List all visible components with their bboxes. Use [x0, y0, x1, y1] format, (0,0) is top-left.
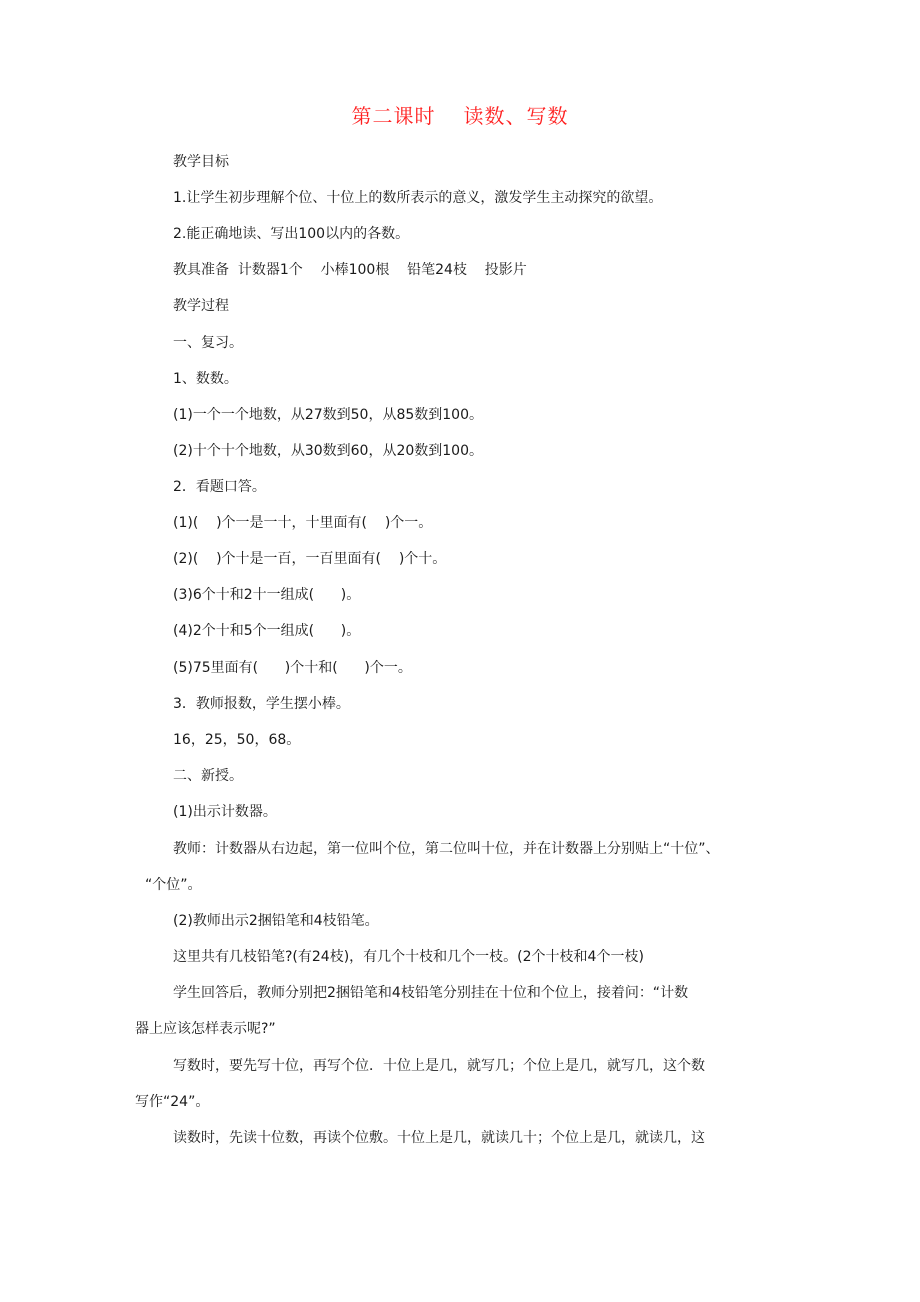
objective-item-1: 1.让学生初步理解个位、十位上的数所表示的意义，激发学生主动探究的欲望。: [173, 190, 663, 206]
oral-item-4: (4)2个十和5个一组成( )。: [173, 623, 361, 639]
answer-paragraph-line1: 学生回答后，教师分别把2捆铅笔和4枝铅笔分别挂在十位和个位上，接着问：“计数: [173, 985, 689, 1001]
process-heading: 教学过程: [173, 298, 229, 314]
lesson-title: [0, 100, 920, 129]
teacher-paragraph-line1: 教师：计数器从右边起，第一位叫个位，第二位叫十位，并在计数器上分别贴上“十位”、: [173, 841, 720, 857]
oral-item-5: (5)75里面有( )个十和( )个一。: [173, 660, 412, 676]
sticks-numbers: 16，25，50，68。: [173, 732, 301, 748]
pencil-question: 这里共有几枝铅笔?(有24枝)，有几个十枝和几个一枝。(2个十枝和4个一枝): [173, 949, 644, 965]
lesson-title-part2: 读数、写数: [463, 104, 569, 128]
counting-heading: 1、数数。: [173, 371, 238, 387]
answer-paragraph-line2: 器上应该怎样表示呢?”: [135, 1021, 276, 1037]
write-paragraph-line2: 写作“24”。: [135, 1094, 210, 1110]
new-lesson-step2: (2)教师出示2捆铅笔和4枝铅笔。: [173, 913, 379, 929]
new-lesson-heading: 二、新授。: [173, 768, 243, 784]
read-paragraph-line1: 读数时，先读十位数，再读个位敷。十位上是几，就读几十；个位上是几，就读几，这: [173, 1130, 705, 1146]
oral-item-2: (2)( )个十是一百，一百里面有( )个十。: [173, 551, 447, 567]
oral-item-1: (1)( )个一是一十，十里面有( )个一。: [173, 515, 433, 531]
materials-line: 教具准备 计数器1个 小棒100根 铅笔24枝 投影片: [173, 262, 527, 278]
objectives-heading: 教学目标: [173, 154, 229, 170]
lesson-title-part1: 第二课时: [351, 104, 436, 128]
oral-heading: 2．看题口答。: [173, 479, 266, 495]
sticks-heading: 3．教师报数，学生摆小棒。: [173, 696, 350, 712]
counting-item-1: (1)一个一个地数，从27数到50，从85数到100。: [173, 407, 483, 423]
write-paragraph-line1: 写数时，要先写十位，再写个位．十位上是几，就写几；个位上是几，就写几，这个数: [173, 1058, 705, 1074]
review-heading: 一、复习。: [173, 335, 243, 351]
counting-item-2: (2)十个十个地数，从30数到60，从20数到100。: [173, 443, 483, 459]
objective-item-2: 2.能正确地读、写出100以内的各数。: [173, 226, 410, 242]
oral-item-3: (3)6个十和2十一组成( )。: [173, 587, 361, 603]
teacher-paragraph-line2: “个位”。: [145, 877, 202, 893]
new-lesson-step1: (1)出示计数器。: [173, 804, 277, 820]
